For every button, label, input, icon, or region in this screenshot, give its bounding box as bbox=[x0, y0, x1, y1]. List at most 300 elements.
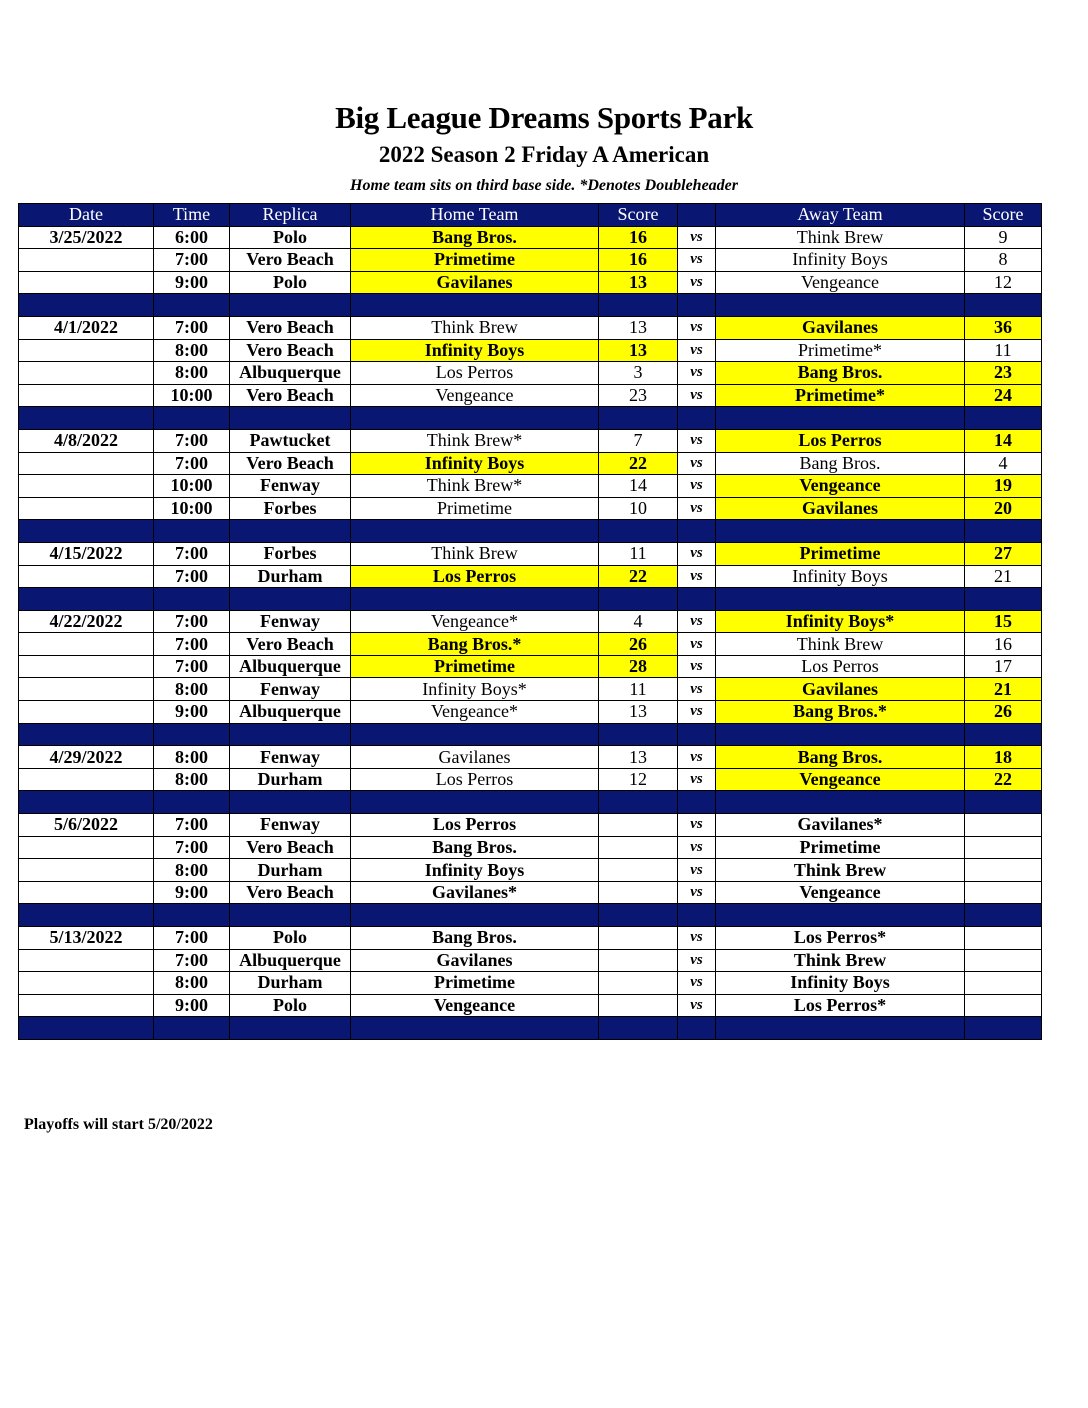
away-team-cell: Vengeance bbox=[716, 768, 965, 791]
home-score-cell: 23 bbox=[599, 384, 678, 407]
home-score-cell: 3 bbox=[599, 362, 678, 385]
week-separator-row bbox=[19, 588, 1042, 611]
separator-cell bbox=[351, 791, 599, 814]
home-team-cell: Bang Bros. bbox=[351, 927, 599, 950]
separator-cell bbox=[154, 294, 230, 317]
page-title: Big League Dreams Sports Park bbox=[335, 100, 753, 135]
game-row bbox=[19, 678, 1042, 701]
date-cell bbox=[19, 362, 154, 385]
away-team-cell: Bang Bros. bbox=[716, 452, 965, 475]
home-score-cell: 13 bbox=[599, 316, 678, 339]
replica-cell: Pawtucket bbox=[230, 429, 351, 452]
date-cell bbox=[19, 271, 154, 294]
replica-cell: Durham bbox=[230, 768, 351, 791]
separator-cell bbox=[678, 904, 716, 927]
game-row bbox=[19, 565, 1042, 588]
replica-cell: Albuquerque bbox=[230, 701, 351, 724]
separator-cell bbox=[351, 407, 599, 430]
replica-cell: Fenway bbox=[230, 814, 351, 837]
vs-cell: vs bbox=[678, 497, 716, 520]
time-cell: 8:00 bbox=[154, 859, 230, 882]
game-row bbox=[19, 701, 1042, 724]
vs-cell: vs bbox=[678, 701, 716, 724]
home-score-cell: 13 bbox=[599, 746, 678, 769]
separator-cell bbox=[154, 723, 230, 746]
separator-cell bbox=[351, 588, 599, 611]
date-cell bbox=[19, 339, 154, 362]
away-team-cell: Primetime* bbox=[716, 339, 965, 362]
away-score-cell: 12 bbox=[965, 271, 1042, 294]
separator-cell bbox=[599, 904, 678, 927]
game-row bbox=[19, 927, 1042, 950]
date-cell bbox=[19, 701, 154, 724]
date-cell: 4/29/2022 bbox=[19, 746, 154, 769]
replica-cell: Albuquerque bbox=[230, 362, 351, 385]
away-score-cell bbox=[965, 949, 1042, 972]
time-cell: 7:00 bbox=[154, 814, 230, 837]
away-score-cell: 15 bbox=[965, 610, 1042, 633]
replica-cell: Vero Beach bbox=[230, 836, 351, 859]
home-score-cell: 11 bbox=[599, 678, 678, 701]
replica-cell: Vero Beach bbox=[230, 384, 351, 407]
away-score-cell: 27 bbox=[965, 542, 1042, 565]
separator-cell bbox=[965, 791, 1042, 814]
separator-cell bbox=[716, 294, 965, 317]
vs-cell: vs bbox=[678, 316, 716, 339]
away-score-cell bbox=[965, 859, 1042, 882]
away-score-cell: 8 bbox=[965, 249, 1042, 272]
separator-cell bbox=[678, 407, 716, 430]
game-row bbox=[19, 542, 1042, 565]
time-cell: 10:00 bbox=[154, 475, 230, 498]
week-separator-row bbox=[19, 407, 1042, 430]
week-separator-row bbox=[19, 723, 1042, 746]
home-score-cell: 16 bbox=[599, 226, 678, 249]
time-cell: 7:00 bbox=[154, 452, 230, 475]
date-cell bbox=[19, 249, 154, 272]
vs-cell: vs bbox=[678, 271, 716, 294]
separator-cell bbox=[678, 520, 716, 543]
away-score-cell: 36 bbox=[965, 316, 1042, 339]
col-header-home-team: Home Team bbox=[351, 204, 599, 227]
replica-cell: Albuquerque bbox=[230, 949, 351, 972]
away-score-cell: 21 bbox=[965, 565, 1042, 588]
time-cell: 7:00 bbox=[154, 610, 230, 633]
separator-cell bbox=[716, 791, 965, 814]
home-score-cell: 28 bbox=[599, 655, 678, 678]
time-cell: 7:00 bbox=[154, 429, 230, 452]
replica-cell: Polo bbox=[230, 226, 351, 249]
vs-cell: vs bbox=[678, 249, 716, 272]
away-team-cell: Think Brew bbox=[716, 226, 965, 249]
replica-cell: Vero Beach bbox=[230, 249, 351, 272]
date-cell bbox=[19, 475, 154, 498]
date-cell: 3/25/2022 bbox=[19, 226, 154, 249]
separator-cell bbox=[154, 407, 230, 430]
game-row bbox=[19, 768, 1042, 791]
week-separator-row bbox=[19, 520, 1042, 543]
vs-cell: vs bbox=[678, 814, 716, 837]
game-row bbox=[19, 249, 1042, 272]
time-cell: 8:00 bbox=[154, 362, 230, 385]
away-team-cell: Gavilanes bbox=[716, 497, 965, 520]
away-team-cell: Think Brew bbox=[716, 633, 965, 656]
home-score-cell: 14 bbox=[599, 475, 678, 498]
replica-cell: Durham bbox=[230, 972, 351, 995]
home-team-cell: Los Perros bbox=[351, 362, 599, 385]
game-row bbox=[19, 881, 1042, 904]
vs-cell: vs bbox=[678, 633, 716, 656]
game-row bbox=[19, 271, 1042, 294]
date-cell: 5/13/2022 bbox=[19, 927, 154, 950]
separator-cell bbox=[230, 588, 351, 611]
separator-cell bbox=[599, 723, 678, 746]
home-score-cell bbox=[599, 972, 678, 995]
away-team-cell: Primetime bbox=[716, 542, 965, 565]
away-team-cell: Bang Bros.* bbox=[716, 701, 965, 724]
home-score-cell bbox=[599, 994, 678, 1017]
replica-cell: Polo bbox=[230, 271, 351, 294]
away-score-cell: 21 bbox=[965, 678, 1042, 701]
home-team-cell: Primetime bbox=[351, 497, 599, 520]
away-team-cell: Los Perros* bbox=[716, 927, 965, 950]
vs-cell: vs bbox=[678, 768, 716, 791]
separator-cell bbox=[19, 588, 154, 611]
separator-cell bbox=[19, 723, 154, 746]
home-score-cell: 22 bbox=[599, 452, 678, 475]
schedule-note: Home team sits on third base side. *Denotes Doubleheader bbox=[350, 177, 738, 194]
away-team-cell: Think Brew bbox=[716, 949, 965, 972]
separator-cell bbox=[230, 520, 351, 543]
time-cell: 7:00 bbox=[154, 249, 230, 272]
col-header-home-score: Score bbox=[599, 204, 678, 227]
game-row bbox=[19, 610, 1042, 633]
vs-cell: vs bbox=[678, 452, 716, 475]
away-score-cell bbox=[965, 994, 1042, 1017]
away-score-cell: 16 bbox=[965, 633, 1042, 656]
away-score-cell: 19 bbox=[965, 475, 1042, 498]
vs-cell: vs bbox=[678, 226, 716, 249]
header-row bbox=[19, 204, 1042, 227]
replica-cell: Albuquerque bbox=[230, 655, 351, 678]
separator-cell bbox=[716, 723, 965, 746]
time-cell: 8:00 bbox=[154, 746, 230, 769]
col-header-away-score: Score bbox=[965, 204, 1042, 227]
home-team-cell: Gavilanes bbox=[351, 746, 599, 769]
separator-cell bbox=[351, 904, 599, 927]
date-cell bbox=[19, 949, 154, 972]
away-score-cell: 14 bbox=[965, 429, 1042, 452]
home-score-cell: 16 bbox=[599, 249, 678, 272]
col-header-replica: Replica bbox=[230, 204, 351, 227]
separator-cell bbox=[230, 791, 351, 814]
game-row bbox=[19, 475, 1042, 498]
away-score-cell: 26 bbox=[965, 701, 1042, 724]
separator-cell bbox=[351, 294, 599, 317]
time-cell: 8:00 bbox=[154, 768, 230, 791]
home-score-cell: 12 bbox=[599, 768, 678, 791]
replica-cell: Fenway bbox=[230, 475, 351, 498]
date-cell bbox=[19, 678, 154, 701]
away-score-cell: 4 bbox=[965, 452, 1042, 475]
date-cell bbox=[19, 452, 154, 475]
col-header-away-team: Away Team bbox=[716, 204, 965, 227]
home-team-cell: Think Brew bbox=[351, 542, 599, 565]
home-team-cell: Gavilanes bbox=[351, 271, 599, 294]
home-team-cell: Los Perros bbox=[351, 768, 599, 791]
date-cell: 4/15/2022 bbox=[19, 542, 154, 565]
separator-cell bbox=[678, 791, 716, 814]
time-cell: 9:00 bbox=[154, 881, 230, 904]
separator-cell bbox=[678, 588, 716, 611]
separator-cell bbox=[678, 1017, 716, 1040]
separator-cell bbox=[965, 1017, 1042, 1040]
week-separator-row bbox=[19, 1017, 1042, 1040]
separator-cell bbox=[599, 1017, 678, 1040]
vs-cell: vs bbox=[678, 746, 716, 769]
playoffs-note: Playoffs will start 5/20/2022 bbox=[24, 1116, 213, 1133]
vs-cell: vs bbox=[678, 994, 716, 1017]
home-score-cell: 13 bbox=[599, 339, 678, 362]
game-row bbox=[19, 384, 1042, 407]
separator-cell bbox=[230, 904, 351, 927]
separator-cell bbox=[19, 294, 154, 317]
date-cell bbox=[19, 972, 154, 995]
game-row bbox=[19, 226, 1042, 249]
separator-cell bbox=[599, 520, 678, 543]
time-cell: 8:00 bbox=[154, 678, 230, 701]
date-cell: 4/1/2022 bbox=[19, 316, 154, 339]
separator-cell bbox=[599, 407, 678, 430]
time-cell: 7:00 bbox=[154, 565, 230, 588]
game-row bbox=[19, 972, 1042, 995]
separator-cell bbox=[230, 294, 351, 317]
away-score-cell bbox=[965, 927, 1042, 950]
game-row bbox=[19, 859, 1042, 882]
game-row bbox=[19, 316, 1042, 339]
replica-cell: Durham bbox=[230, 859, 351, 882]
away-score-cell bbox=[965, 836, 1042, 859]
replica-cell: Fenway bbox=[230, 610, 351, 633]
time-cell: 7:00 bbox=[154, 655, 230, 678]
home-score-cell bbox=[599, 881, 678, 904]
game-row bbox=[19, 633, 1042, 656]
separator-cell bbox=[230, 1017, 351, 1040]
replica-cell: Vero Beach bbox=[230, 316, 351, 339]
game-row bbox=[19, 994, 1042, 1017]
away-team-cell: Infinity Boys* bbox=[716, 610, 965, 633]
week-separator-row bbox=[19, 294, 1042, 317]
col-header-time: Time bbox=[154, 204, 230, 227]
separator-cell bbox=[599, 294, 678, 317]
away-team-cell: Infinity Boys bbox=[716, 972, 965, 995]
away-team-cell: Vengeance bbox=[716, 271, 965, 294]
schedule-body bbox=[19, 226, 1042, 1039]
away-team-cell: Primetime* bbox=[716, 384, 965, 407]
separator-cell bbox=[154, 588, 230, 611]
away-score-cell: 11 bbox=[965, 339, 1042, 362]
home-score-cell: 13 bbox=[599, 701, 678, 724]
game-row bbox=[19, 497, 1042, 520]
date-cell bbox=[19, 633, 154, 656]
separator-cell bbox=[716, 588, 965, 611]
vs-cell: vs bbox=[678, 859, 716, 882]
vs-cell: vs bbox=[678, 475, 716, 498]
vs-cell: vs bbox=[678, 339, 716, 362]
date-cell bbox=[19, 497, 154, 520]
game-row bbox=[19, 452, 1042, 475]
away-team-cell: Gavilanes bbox=[716, 678, 965, 701]
time-cell: 7:00 bbox=[154, 949, 230, 972]
date-cell bbox=[19, 881, 154, 904]
vs-cell: vs bbox=[678, 362, 716, 385]
away-score-cell bbox=[965, 972, 1042, 995]
replica-cell: Vero Beach bbox=[230, 881, 351, 904]
replica-cell: Polo bbox=[230, 927, 351, 950]
time-cell: 8:00 bbox=[154, 339, 230, 362]
home-team-cell: Infinity Boys bbox=[351, 452, 599, 475]
away-score-cell: 9 bbox=[965, 226, 1042, 249]
home-score-cell bbox=[599, 949, 678, 972]
replica-cell: Durham bbox=[230, 565, 351, 588]
game-row bbox=[19, 814, 1042, 837]
away-team-cell: Vengeance bbox=[716, 881, 965, 904]
home-team-cell: Think Brew* bbox=[351, 429, 599, 452]
vs-cell: vs bbox=[678, 429, 716, 452]
vs-cell: vs bbox=[678, 949, 716, 972]
time-cell: 7:00 bbox=[154, 927, 230, 950]
replica-cell: Vero Beach bbox=[230, 452, 351, 475]
schedule-table bbox=[18, 203, 1042, 1040]
separator-cell bbox=[965, 588, 1042, 611]
away-team-cell: Bang Bros. bbox=[716, 746, 965, 769]
away-team-cell: Infinity Boys bbox=[716, 249, 965, 272]
separator-cell bbox=[19, 407, 154, 430]
separator-cell bbox=[19, 1017, 154, 1040]
replica-cell: Fenway bbox=[230, 746, 351, 769]
separator-cell bbox=[351, 723, 599, 746]
home-team-cell: Bang Bros. bbox=[351, 226, 599, 249]
home-team-cell: Vengeance* bbox=[351, 610, 599, 633]
vs-cell: vs bbox=[678, 836, 716, 859]
home-score-cell: 7 bbox=[599, 429, 678, 452]
date-cell bbox=[19, 859, 154, 882]
home-team-cell: Vengeance bbox=[351, 384, 599, 407]
away-team-cell: Bang Bros. bbox=[716, 362, 965, 385]
separator-cell bbox=[154, 791, 230, 814]
away-team-cell: Vengeance bbox=[716, 475, 965, 498]
replica-cell: Vero Beach bbox=[230, 633, 351, 656]
away-score-cell: 18 bbox=[965, 746, 1042, 769]
away-team-cell: Los Perros bbox=[716, 655, 965, 678]
separator-cell bbox=[351, 1017, 599, 1040]
away-team-cell: Los Perros bbox=[716, 429, 965, 452]
date-cell: 4/8/2022 bbox=[19, 429, 154, 452]
separator-cell bbox=[599, 588, 678, 611]
separator-cell bbox=[19, 791, 154, 814]
separator-cell bbox=[965, 904, 1042, 927]
vs-cell: vs bbox=[678, 881, 716, 904]
time-cell: 9:00 bbox=[154, 994, 230, 1017]
home-team-cell: Primetime bbox=[351, 972, 599, 995]
separator-cell bbox=[154, 520, 230, 543]
home-score-cell: 4 bbox=[599, 610, 678, 633]
date-cell bbox=[19, 655, 154, 678]
home-team-cell: Think Brew* bbox=[351, 475, 599, 498]
home-team-cell: Primetime bbox=[351, 249, 599, 272]
vs-cell: vs bbox=[678, 384, 716, 407]
home-team-cell: Vengeance* bbox=[351, 701, 599, 724]
time-cell: 7:00 bbox=[154, 633, 230, 656]
home-score-cell bbox=[599, 859, 678, 882]
time-cell: 6:00 bbox=[154, 226, 230, 249]
time-cell: 7:00 bbox=[154, 836, 230, 859]
vs-cell: vs bbox=[678, 927, 716, 950]
game-row bbox=[19, 949, 1042, 972]
col-header-date: Date bbox=[19, 204, 154, 227]
date-cell: 4/22/2022 bbox=[19, 610, 154, 633]
away-team-cell: Infinity Boys bbox=[716, 565, 965, 588]
time-cell: 8:00 bbox=[154, 972, 230, 995]
replica-cell: Fenway bbox=[230, 678, 351, 701]
away-score-cell bbox=[965, 881, 1042, 904]
separator-cell bbox=[965, 407, 1042, 430]
vs-cell: vs bbox=[678, 655, 716, 678]
away-score-cell: 20 bbox=[965, 497, 1042, 520]
time-cell: 7:00 bbox=[154, 542, 230, 565]
date-cell bbox=[19, 994, 154, 1017]
home-score-cell: 11 bbox=[599, 542, 678, 565]
home-score-cell: 13 bbox=[599, 271, 678, 294]
time-cell: 10:00 bbox=[154, 384, 230, 407]
home-team-cell: Infinity Boys bbox=[351, 859, 599, 882]
home-score-cell: 22 bbox=[599, 565, 678, 588]
date-cell: 5/6/2022 bbox=[19, 814, 154, 837]
separator-cell bbox=[599, 791, 678, 814]
week-separator-row bbox=[19, 904, 1042, 927]
page-subtitle: 2022 Season 2 Friday A American bbox=[378, 142, 710, 167]
replica-cell: Forbes bbox=[230, 497, 351, 520]
home-team-cell: Infinity Boys bbox=[351, 339, 599, 362]
separator-cell bbox=[19, 520, 154, 543]
date-cell bbox=[19, 565, 154, 588]
vs-cell: vs bbox=[678, 542, 716, 565]
away-team-cell: Think Brew bbox=[716, 859, 965, 882]
away-score-cell: 17 bbox=[965, 655, 1042, 678]
away-score-cell: 23 bbox=[965, 362, 1042, 385]
replica-cell: Polo bbox=[230, 994, 351, 1017]
home-team-cell: Bang Bros.* bbox=[351, 633, 599, 656]
home-score-cell: 10 bbox=[599, 497, 678, 520]
home-team-cell: Gavilanes* bbox=[351, 881, 599, 904]
time-cell: 9:00 bbox=[154, 701, 230, 724]
separator-cell bbox=[230, 407, 351, 430]
time-cell: 9:00 bbox=[154, 271, 230, 294]
away-score-cell: 22 bbox=[965, 768, 1042, 791]
game-row bbox=[19, 746, 1042, 769]
separator-cell bbox=[716, 407, 965, 430]
vs-cell: vs bbox=[678, 565, 716, 588]
vs-cell: vs bbox=[678, 678, 716, 701]
away-score-cell bbox=[965, 814, 1042, 837]
game-row bbox=[19, 429, 1042, 452]
game-row bbox=[19, 836, 1042, 859]
separator-cell bbox=[154, 1017, 230, 1040]
home-team-cell: Primetime bbox=[351, 655, 599, 678]
home-score-cell bbox=[599, 927, 678, 950]
away-team-cell: Primetime bbox=[716, 836, 965, 859]
game-row bbox=[19, 655, 1042, 678]
